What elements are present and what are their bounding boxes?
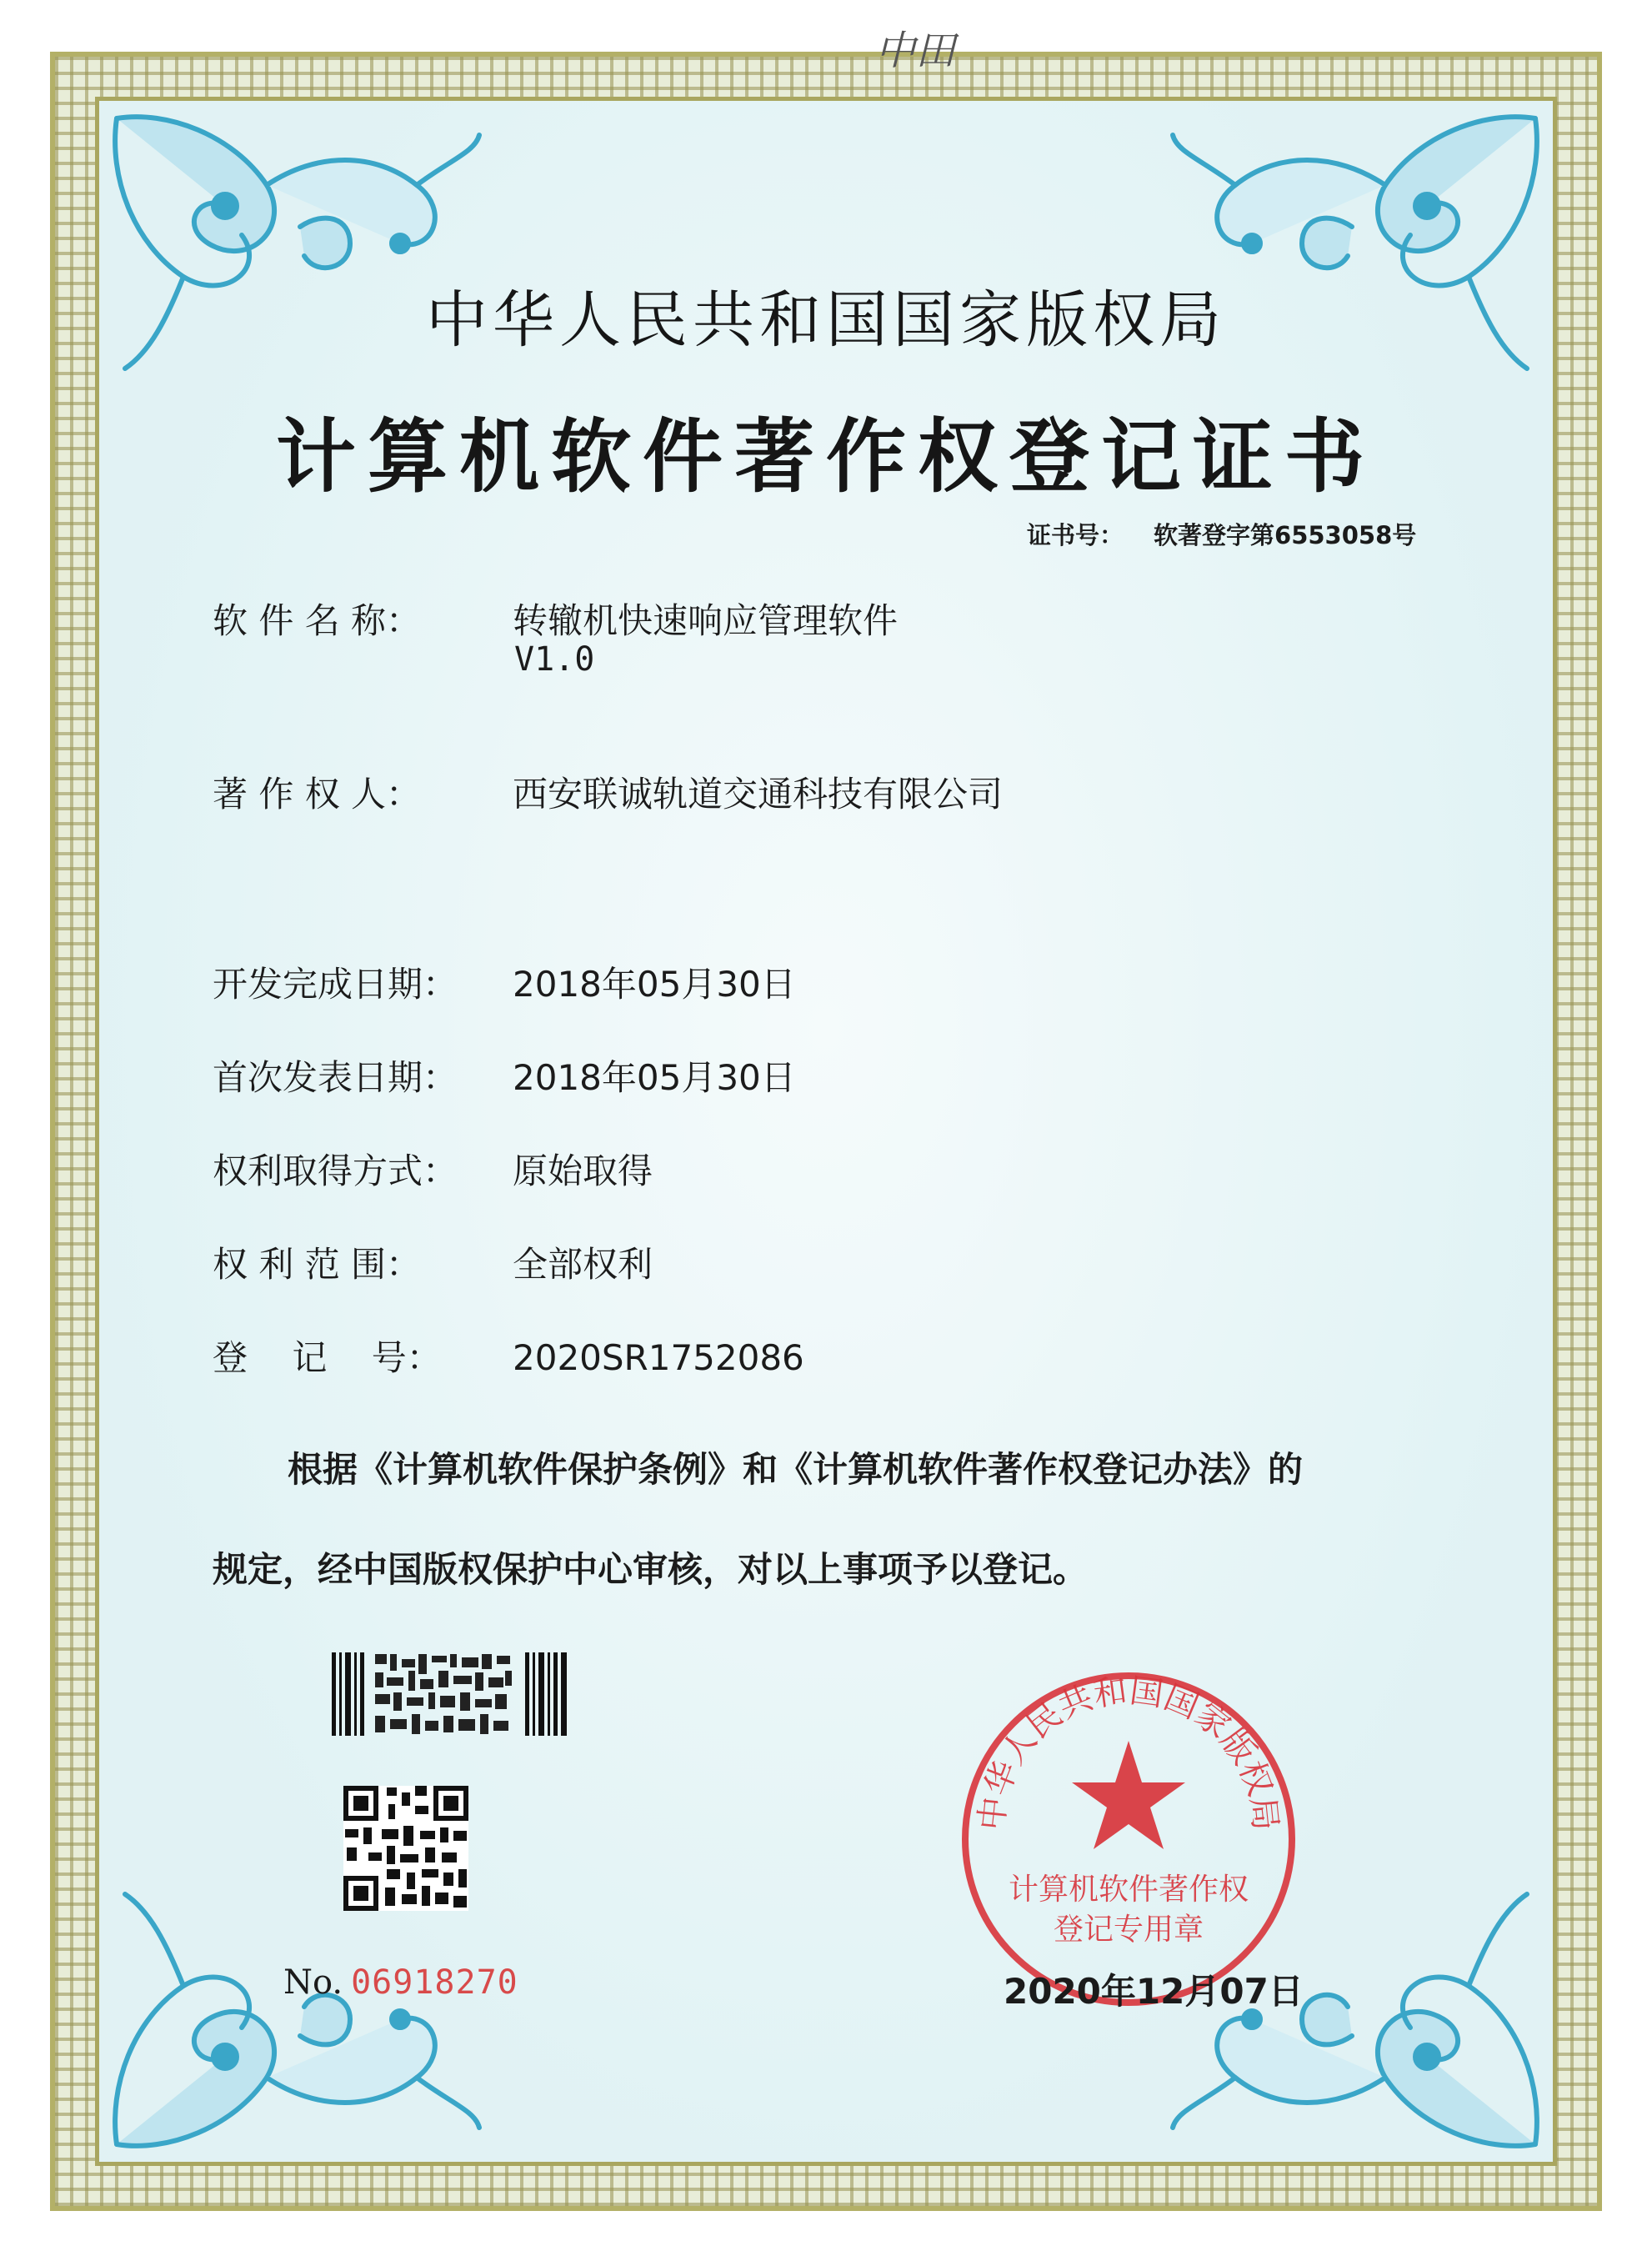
- copyright-holder-label: 著 作 权 人：: [213, 774, 422, 815]
- software-name-value: 转辙机快速响应管理软件: [513, 600, 899, 641]
- serial-number: [283, 1963, 518, 2002]
- seal-outer-text: 中华人民共和国国家版权局: [972, 1672, 1285, 1832]
- handwritten-note: 中田: [875, 28, 956, 74]
- first-publication-date-row: [213, 1050, 796, 1100]
- issue-date: 2020年12月07日: [1004, 1971, 1304, 2012]
- dev-completion-date-label: 开发完成日期：: [213, 964, 458, 1005]
- registration-number-value: 2020SR1752086: [513, 1337, 804, 1378]
- registration-number-row: [213, 1331, 804, 1381]
- first-publication-date-label: 首次发表日期：: [213, 1057, 458, 1098]
- registration-number-label: 登 记 号：: [213, 1337, 442, 1378]
- certificate-title: 计算机软件著作权登记证书: [276, 409, 1376, 504]
- first-publication-date-value: 2018年05月30日: [513, 1057, 796, 1098]
- certificate-number: [1027, 517, 1416, 551]
- rights-scope-label: 权 利 范 围：: [213, 1244, 422, 1285]
- statement-line-2: 规定，经中国版权保护中心审核，对以上事项予以登记。: [213, 1549, 1089, 1590]
- certificate-number-value: 软著登字第6553058号: [1154, 521, 1417, 549]
- dev-completion-date-row: [213, 957, 796, 1007]
- software-version-value: V1.0: [514, 640, 595, 679]
- serial-number-value: 06918270: [351, 1963, 518, 2002]
- copyright-holder-row: [213, 767, 1003, 817]
- qr-code: [343, 1786, 468, 1911]
- certificate-number-label: 证书号：: [1027, 521, 1124, 549]
- corner-ornament-bottom-left: [100, 1886, 483, 2161]
- serial-prefix: No.: [283, 1963, 343, 2002]
- acquisition-method-label: 权利取得方式：: [213, 1151, 458, 1191]
- official-seal: [954, 1664, 1304, 2014]
- rights-scope-row: [213, 1237, 653, 1287]
- acquisition-method-value: 原始取得: [513, 1151, 653, 1191]
- software-name-label: 软 件 名 称：: [213, 600, 422, 641]
- acquisition-method-row: [213, 1144, 653, 1194]
- seal-inner-line-1: 计算机软件著作权: [1008, 1872, 1249, 1907]
- statement-line-1: 根据《计算机软件保护条例》和《计算机软件著作权登记办法》的: [288, 1449, 1304, 1490]
- software-name-row: [213, 594, 899, 679]
- seal-inner-line-2: 登记专用章: [1053, 1913, 1204, 1947]
- seal-star-icon: [1072, 1741, 1185, 1849]
- dev-completion-date-value: 2018年05月30日: [513, 964, 796, 1005]
- copyright-holder-value: 西安联诚轨道交通科技有限公司: [513, 774, 1004, 815]
- issuer-title: 中华人民共和国国家版权局: [426, 284, 1226, 356]
- barcode: [332, 1652, 567, 1736]
- rights-scope-value: 全部权利: [513, 1244, 653, 1285]
